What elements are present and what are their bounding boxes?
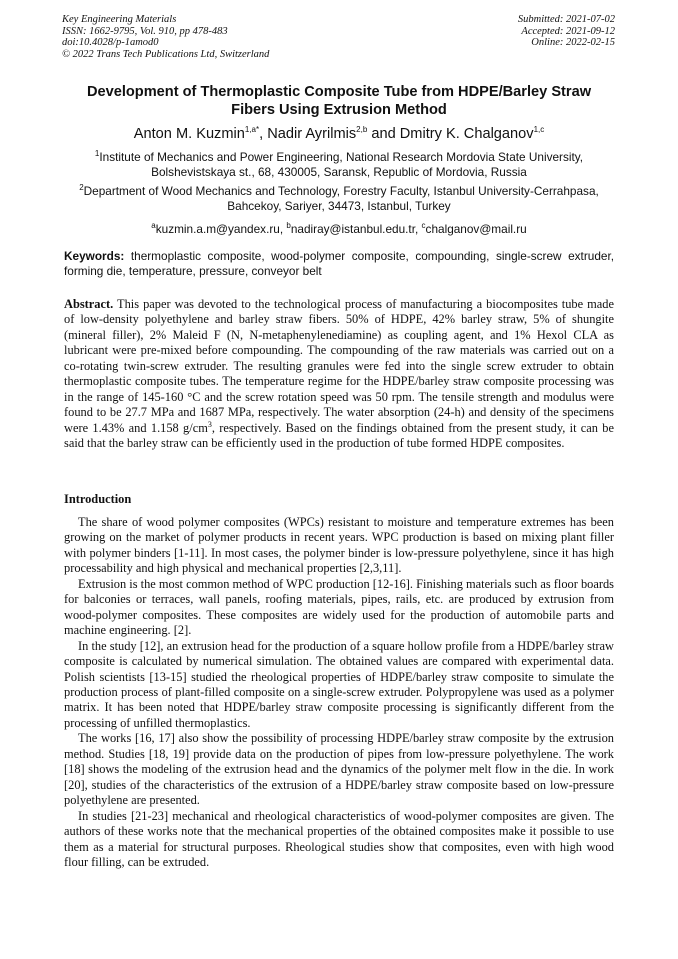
email-mark: c — [421, 221, 426, 231]
author-emails — [64, 222, 614, 237]
keywords-label: Keywords: — [64, 249, 125, 263]
accepted-date: Accepted: 2021-09-12 — [521, 25, 615, 37]
abstract-label: Abstract. — [64, 297, 114, 311]
author-separator: and — [367, 126, 400, 142]
online-date: Online: 2022-02-15 — [531, 37, 615, 48]
affil-text: Department of Wood Mechanics and Technology, Forestry Faculty, Istanbul University-Cerrahpasa, Bahcekoy, Sariyer, 34473, Istanbul, Turkey — [83, 184, 599, 213]
issn: ISSN: 1662-9795, Vol. 910, pp 478-483 — [62, 25, 228, 37]
author-separator: , — [259, 126, 268, 142]
paragraph: In studies [21-23] mechanical and rheological characteristics of wood-polymer composites are given. The authors of these works note that the mechanical properties of the obtained composites make it possible to use them as a material for structural purposes. Rheological studies show that composites, even with high wood flour filling, can be extruded. — [64, 808, 614, 869]
affil-text: Institute of Mechanics and Power Engineering, National Research Mordovia State University, Bolshevistskaya st., 68, 430005, Saransk, Republic of Mordovia, Russia — [99, 150, 584, 179]
paragraph: The works [16, 17] also show the possibility of processing HDPE/barley straw composite by the extrusion method. Studies [18, 19] provide data on the production of pipes from low-pressure polyethylene. The work [18] shows the modeling of the extrusion head and the dynamics of the polymer melt flow in the die. In work [20], studies of the characteristics of the extrusion of a HDPE/barley straw composite based on low-pressure polyethylene are presented. — [64, 731, 614, 808]
journal-name: Key Engineering Materials — [62, 14, 177, 25]
author-name: Nadir Ayrilmis — [267, 126, 357, 142]
author-list — [64, 125, 614, 143]
email-mark: a — [151, 221, 156, 231]
paper-title: Development of Thermoplastic Composite Tube from HDPE/Barley Straw Fibers Using Extrusion Method — [86, 84, 592, 118]
email-mark: b — [286, 221, 291, 231]
email-link[interactable]: chalganov@mail.ru — [425, 222, 527, 236]
author-affil-mark: 1,a* — [244, 125, 260, 135]
affil-mark: 2 — [79, 183, 84, 193]
paragraph: Extrusion is the most common method of WPC production [12-16]. Finishing materials such as floor boards for balconies or terraces, wall panels, roofing materials, pipes, rails, etc. are produced by extrusion from wood-polymer composites. These composites are widely used for the production of automobile parts and machine engineering. [2]. — [64, 576, 614, 638]
keywords-text: thermoplastic composite, wood-polymer composite, compounding, single-screw extruder, forming die, temperature, pressure, conveyor belt — [64, 249, 614, 278]
copyright: © 2022 Trans Tech Publications Ltd, Switzerland — [62, 48, 270, 60]
affiliation-2 — [64, 184, 614, 214]
paragraph: In the study [12], an extrusion head for the production of a square hollow profile from a HDPE/barley straw composite is calculated by numerical simulation. The obtained values are compared with experimental data. Polish scientists [13-15] studied the rheological properties of HDPE/barley straw composite to simulate the production process of plant-filled composite on a single-screw extruder. Polypropylene was used as a polymer matrix. It has been noted that HDPE/barley straw composite processing is significantly different from the processing of unfilled thermoplastics. — [64, 638, 614, 730]
email-link[interactable]: nadiray@istanbul.edu.tr, — [290, 222, 422, 236]
journal-header — [62, 14, 269, 60]
introduction-body — [64, 515, 614, 870]
author-affil-mark: 2,b — [356, 125, 368, 135]
dates-header — [518, 14, 615, 49]
section-heading-introduction: Introduction — [64, 492, 132, 506]
email-link[interactable]: kuzmin.a.m@yandex.ru, — [155, 222, 287, 236]
doi: doi:10.4028/p-1amod0 — [62, 37, 159, 48]
author-affil-mark: 1,c — [533, 125, 545, 135]
abstract — [64, 297, 614, 452]
paragraph: The share of wood polymer composites (WPCs) resistant to moisture and temperature extremes has been growing on the market of polymer products in recent years. WPC production is based on mixing plant filler with polymer binders [1-11]. In most cases, the polymer binder is low-pressure polyethylene, since it has high processability and high physical and mechanical properties [2,3,11]. — [64, 515, 614, 576]
submitted-date: Submitted: 2021-07-02 — [517, 14, 615, 25]
author-name: Anton M. Kuzmin — [133, 126, 245, 142]
author-name: Dmitry K. Chalganov — [399, 126, 534, 142]
abstract-text-end: , respectively. Based on the findings obtained from the present study, it can be said that the barley straw can be efficiently used in the production of tube formed HDPE composites. — [64, 420, 614, 451]
unit-superscript: 3 — [207, 419, 212, 429]
affiliation-1 — [64, 150, 614, 180]
abstract-text: This paper was devoted to the technological process of manufacturing a biocomposites tube made of low-density polyethylene and barley straw fibers. 50% of HDPE, 42% barley straw, 5% of shungite (mineral filler), 2% Maleid F (N, N-metaphenylenediamine) as coupling agent, and 1% Hexol CLA as lubricant were pre-mixed before compounding. The compounding of the raw materials was carried out on a co-rotating twin-screw extruder. The resulting granules were fed into the single screw extruder to obtain thermoplastic composite tubes. The temperature regime for the HDPE/barley straw composite processing was in the range of 145-160 °C and the screw rotation speed was 50 rpm. The tensile strength and modulus were found to be 27.7 MPa and 1687 MPa, respectively. The water absorption (24-h) and density of the specimens were 1.43% and 1.158 g/cm — [64, 297, 614, 435]
affil-mark: 1 — [94, 149, 100, 159]
keywords — [64, 249, 614, 279]
